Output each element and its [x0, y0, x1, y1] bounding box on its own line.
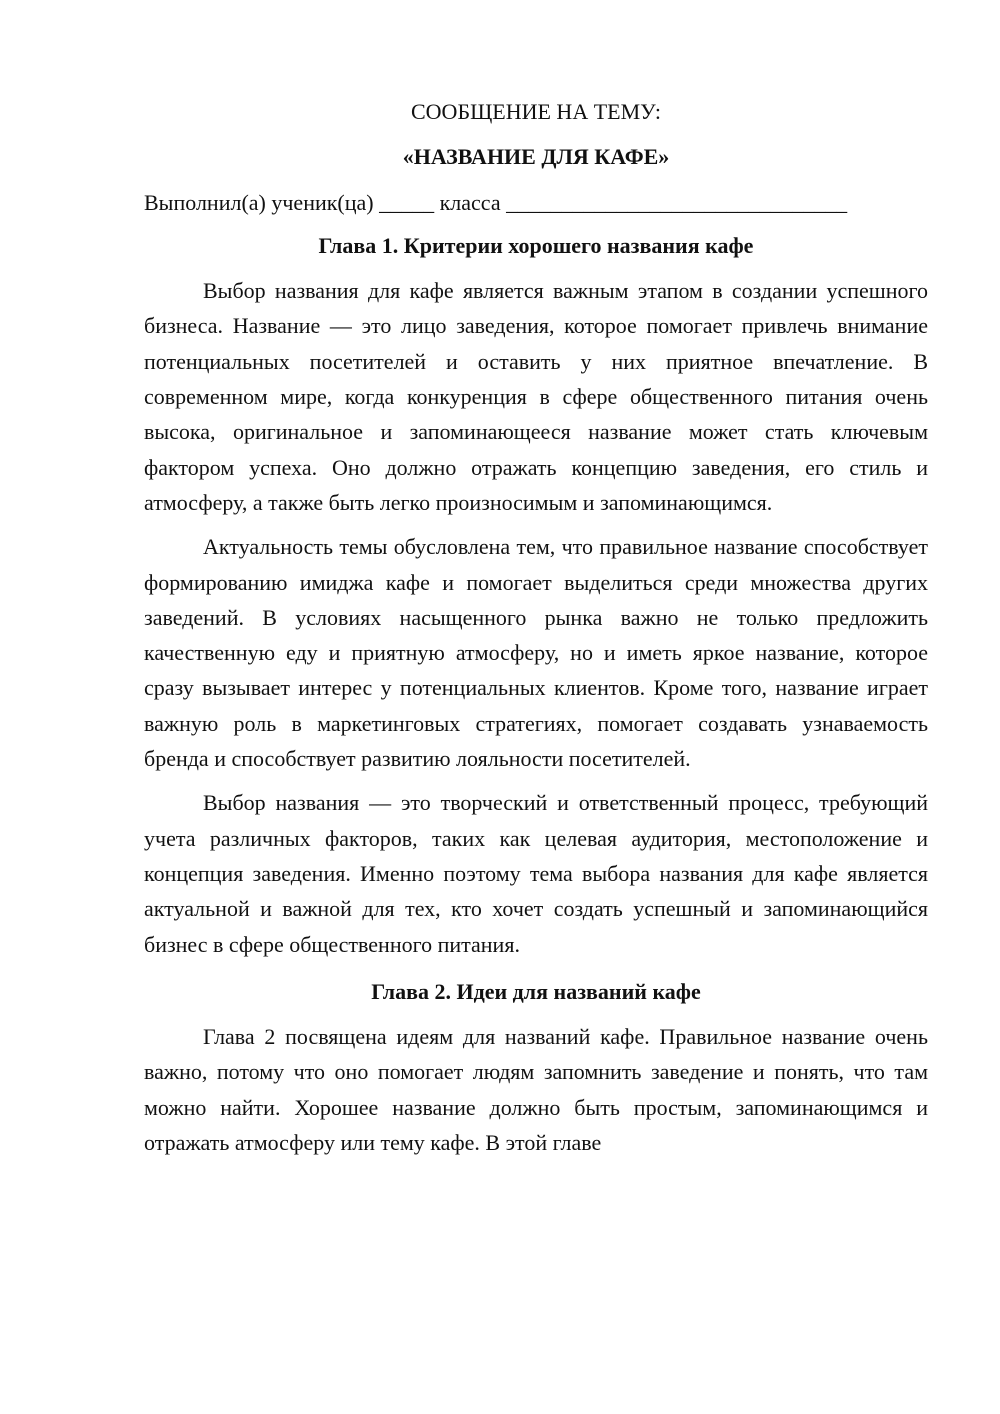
document-title-line2: «НАЗВАНИЕ ДЛЯ КАФЕ» — [402, 144, 670, 170]
author-line: Выполнил(а) ученик(ца) _____ класса _______________________________ — [144, 189, 848, 215]
chapter2-paragraph-1: Глава 2 посвящена идеям для названий кафе. Правильное название очень важно, потому что оно помогает людям запомнить заведение и понять, что там можно найти. Хорошее название должно быть простым, запоминающимся и отражать атмосферу или тему кафе. В этой главе — [144, 1024, 928, 1156]
document-body — [144, 94, 928, 1169]
document-title-line1: СООБЩЕНИЕ НА ТЕМУ: — [411, 99, 661, 124]
chapter1-paragraph-2: Актуальность темы обусловлена тем, что правильное название способствует формированию имиджа кафе и помогает выделиться среди множества других заведений. В условиях насыщенного рынка важно не только предложить качественную еду и приятную атмосферу, но и иметь яркое название, которое сразу вызывает интерес у потенциальных клиентов. Кроме того, название играет важную роль в маркетинговых стратегиях, помогает создавать узнаваемость бренда и способствует развитию лояльности посетителей. — [144, 534, 928, 772]
chapter1-paragraph-3: Выбор названия — это творческий и ответственный процесс, требующий учета различных факторов, таких как целевая аудитория, местоположение и концепция заведения. Именно поэтому тема выбора названия для кафе является актуальной и важной для тех, кто хочет создать успешный и запоминающийся бизнес в сфере общественного питания. — [144, 790, 928, 957]
chapter1-heading: Глава 1. Критерии хорошего названия кафе — [318, 232, 754, 258]
chapter1-paragraph-1: Выбор названия для кафе является важным этапом в создании успешного бизнеса. Название — это лицо заведения, которое помогает привлечь внимание потенциальных посетителей и оставить у них приятное впечатление. В современном мире, когда конкуренция в сфере общественного питания очень высока, оригинальное и запоминающееся название может стать ключевым фактором успеха. Оно должно отражать концепцию заведения, его стиль и атмосферу, а также быть легко произносимым и запоминающимся. — [144, 278, 928, 515]
chapter2-heading: Глава 2. Идеи для названий кафе — [371, 978, 701, 1004]
